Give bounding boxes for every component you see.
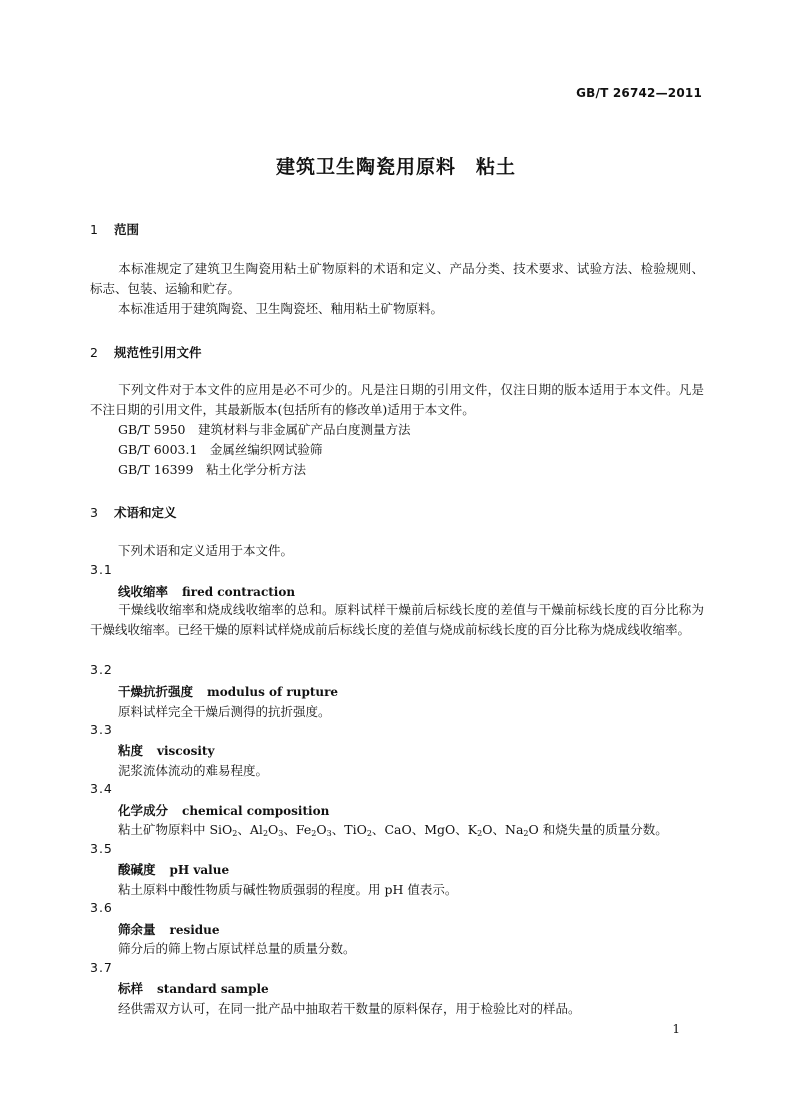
section-title: 规范性引用文件 (114, 345, 202, 360)
term-heading (118, 741, 214, 759)
term-zh: 酸碱度 (118, 862, 156, 877)
chemical-formula: $K_2O$ (467, 822, 493, 838)
section-intro: 下列术语和定义适用于本文件。 (118, 543, 294, 558)
section-title: 范围 (114, 222, 140, 237)
term-en: standard sample (157, 982, 269, 996)
term-zh: 干燥抗折强度 (118, 684, 194, 699)
section-heading-2 (90, 343, 202, 361)
section-title: 术语和定义 (114, 505, 177, 520)
term-en: chemical composition (182, 804, 330, 818)
chemical-formula: $Al_2O_3$ (249, 822, 284, 838)
paragraph-text: 本标准规定了建筑卫生陶瓷用粘土矿物原料的术语和定义、产品分类、技术要求、试验方法、检验规则、标志、包装、运输和贮存。 (90, 261, 704, 296)
term-en: modulus of rupture (207, 685, 339, 699)
term-definition: 原料试样完全干燥后测得的抗折强度。 (118, 704, 331, 719)
term-number: 3.2 (90, 662, 113, 677)
definition-text: 粘土矿物原料中 (118, 822, 210, 837)
chemical-formula: MgO (424, 822, 456, 837)
term-zh: 化学成分 (118, 803, 169, 818)
standard-number: GB/T 26742—2011 (576, 86, 702, 100)
section-heading-1 (90, 220, 139, 238)
term-definition: 经供需双方认可，在同一批产品中抽取若干数量的原料保存，用于检验比对的样品。 (118, 1001, 581, 1016)
term-number: 3.6 (90, 900, 113, 915)
paragraph-text: 本标准适用于建筑陶瓷、卫生陶瓷坯、釉用粘土矿物原料。 (118, 301, 444, 316)
term-number: 3.1 (90, 562, 113, 577)
term-definition: 筛分后的筛上物占原试样总量的质量分数。 (118, 941, 356, 956)
term-en: pH value (169, 863, 230, 877)
chemical-formula: $Fe_2O_3$ (295, 822, 332, 838)
section-number: 3 (90, 505, 98, 520)
term-heading (118, 682, 338, 700)
term-heading (118, 860, 229, 878)
page-number: 1 (672, 1022, 680, 1036)
term-heading (118, 801, 329, 819)
term-heading (118, 920, 220, 938)
reference-item: GB/T 5950 建筑材料与非金属矿产品白度测量方法 (118, 422, 411, 437)
section-number: 1 (90, 222, 98, 237)
term-number: 3.7 (90, 960, 113, 975)
reference-item: GB/T 16399 粘土化学分析方法 (118, 462, 306, 477)
paragraph-text: 下列文件对于本文件的应用是必不可少的。凡是注日期的引用文件，仅注日期的版本适用于本文件。凡是不注日期的引用文件，其最新版本(包括所有的修改单)适用于本文件。 (90, 382, 704, 417)
term-zh: 线收缩率 (118, 584, 169, 599)
term-zh: 标样 (118, 981, 144, 996)
document-title: 建筑卫生陶瓷用原料 粘土 (275, 156, 516, 178)
paragraph (90, 299, 704, 319)
term-definition (90, 600, 704, 640)
term-definition (118, 820, 668, 838)
chemical-formula-list: SiO$_2$、$Al_2O_3$、$Fe_2O_3$、TiO$_2$、CaO、MgO、$K_2O$、$Na_2O$ (209, 822, 539, 838)
paragraph (90, 380, 704, 420)
term-definition: 泥浆流体流动的难易程度。 (118, 763, 269, 778)
definition-text: 干燥线收缩率和烧成线收缩率的总和。原料试样干燥前后标线长度的差值与干燥前标线长度的百分比称为干燥线收缩率。已经干燥的原料试样烧成前后标线长度的差值与烧成前标线长度的百分比称为烧成线收缩率。 (90, 602, 704, 637)
term-en: viscosity (157, 744, 215, 758)
term-en: fired contraction (182, 585, 296, 599)
term-number: 3.3 (90, 722, 113, 737)
term-number: 3.4 (90, 781, 113, 796)
chemical-formula: $Na_2O$ (505, 822, 539, 838)
term-heading (118, 979, 269, 997)
paragraph (90, 259, 704, 299)
section-heading-3 (90, 503, 177, 521)
chemical-formula: SiO$_2$ (209, 822, 238, 838)
term-number: 3.5 (90, 841, 113, 856)
chemical-formula: TiO$_2$ (344, 822, 372, 838)
definition-text: 和烧失量的质量分数。 (538, 822, 668, 837)
chemical-formula: CaO (384, 822, 412, 837)
term-en: residue (169, 923, 220, 937)
reference-item: GB/T 6003.1 金属丝编织网试验筛 (118, 442, 323, 457)
term-definition: 粘土原料中酸性物质与碱性物质强弱的程度。用 pH 值表示。 (118, 882, 458, 897)
term-heading (118, 582, 295, 600)
section-number: 2 (90, 345, 98, 360)
term-zh: 粘度 (118, 743, 144, 758)
term-zh: 筛余量 (118, 922, 156, 937)
